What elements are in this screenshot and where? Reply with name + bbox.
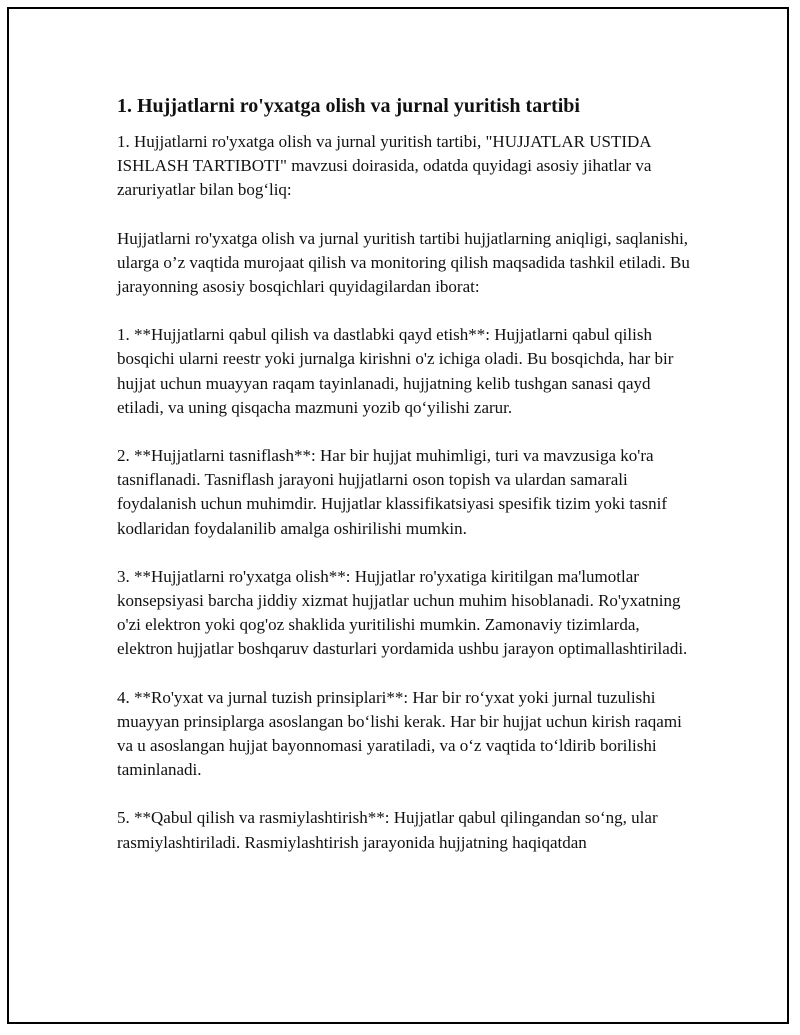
paragraph-step-3: 3. **Hujjatlarni ro'yxatga olish**: Hujjatlar ro'yxatiga kiritilgan ma'lumotlar konsepsiyasi barcha jiddiy xizmat hujjatlar uchun muhim hisoblanadi. Ro'yxatning o'zi elektron yoki qog'oz shaklida yuritilishi mumkin. Zamonaviy tizimlarda, elektron hujjatlar boshqaruv dasturlari yordamida ushbu jarayon optimallashtiriladi. (117, 566, 688, 659)
paragraph-step-1: 1. **Hujjatlarni qabul qilish va dastlabki qayd etish**: Hujjatlarni qabul qilish bosqichi ularni reestr yoki jurnalga kirishni o'z ichiga oladi. Bu bosqichda, har bir hujjat uchun muayyan raqam tayinlanadi, hujjatning kelib tushgan sanasi qayd etiladi, va uning qisqacha mazmuni yozib qo‘yilishi zarur. (117, 325, 674, 417)
document-title: 1. Hujjatlarni ro'yxatga olish va jurnal yuritish tartibi (117, 95, 580, 117)
document-body (117, 92, 697, 879)
paragraph-step-5: 5. **Qabul qilish va rasmiylashtirish**: Hujjatlar qabul qilingandan so‘ng, ular rasmiylashtiriladi. Rasmiylashtirish jarayonida hujjatning haqiqatdan (117, 808, 658, 852)
paragraph-intro: 1. Hujjatlarni ro'yxatga olish va jurnal yuritish tartibi, "HUJJATLAR USTIDA ISHLASH TARTIBOTI" mavzusi doirasida, odatda quyidagi asosiy jihatlar va zaruriyatlar bilan bog‘liq: (117, 132, 652, 200)
paragraph-step-2: 2. **Hujjatlarni tasniflash**: Har bir hujjat muhimligi, turi va mavzusiga ko'ra tasniflanadi. Tasniflash jarayoni hujjatlarni oson topish va ulardan samarali foydalanish uchun muhimdir. Hujjatlar klassifikatsiyasi spesifik tizim yoki tasnif kodlaridan foydalanilib amalga oshirilishi mumkin. (117, 446, 668, 538)
paragraph-step-4: 4. **Ro'yxat va jurnal tuzish prinsiplari**: Har bir ro‘yxat yoki jurnal tuzulishi muayyan prinsiplarga asoslangan bo‘lishi kerak. Har bir hujjat uchun kirish raqami va u asoslangan hujjat bayonnomasi yaratiladi, va o‘z vaqtida to‘ldirib borilishi taminlanadi. (117, 687, 682, 780)
paragraph-overview: Hujjatlarni ro'yxatga olish va jurnal yuritish tartibi hujjatlarning aniqligi, saqlanishi, ularga o’z vaqtida murojaat qilish va monitoring qilish maqsadida tashkil etiladi. Bu jarayonning asosiy bosqichlari quyidagilardan iborat: (117, 228, 690, 297)
